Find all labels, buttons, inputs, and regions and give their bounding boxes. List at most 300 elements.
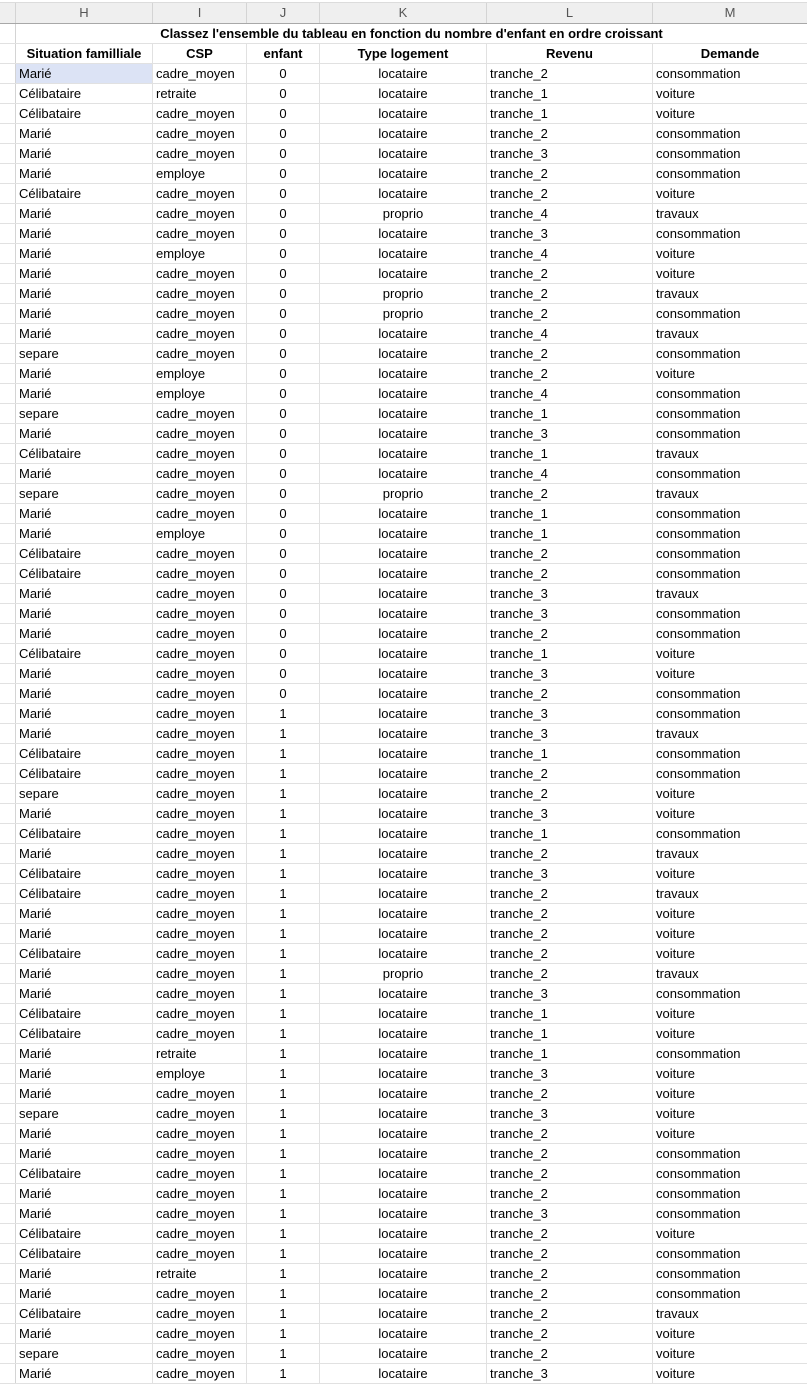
cell-type-logement[interactable]: locataire <box>320 884 487 903</box>
cell-csp[interactable]: cadre_moyen <box>153 404 247 423</box>
cell-revenu[interactable]: tranche_4 <box>487 384 653 403</box>
cell-enfant[interactable]: 0 <box>247 684 320 703</box>
cell-revenu[interactable]: tranche_1 <box>487 1024 653 1043</box>
cell-type-logement[interactable]: locataire <box>320 1144 487 1163</box>
cell-enfant[interactable]: 1 <box>247 1304 320 1323</box>
cell-type-logement[interactable]: locataire <box>320 464 487 483</box>
cell-enfant[interactable]: 1 <box>247 744 320 763</box>
cell-type-logement[interactable]: locataire <box>320 1104 487 1123</box>
cell-situation-familliale[interactable]: Marié <box>16 604 153 623</box>
cell-revenu[interactable]: tranche_4 <box>487 324 653 343</box>
header-enfant[interactable]: enfant <box>247 44 320 63</box>
cell-revenu[interactable]: tranche_2 <box>487 1164 653 1183</box>
cell-situation-familliale[interactable]: Célibataire <box>16 564 153 583</box>
cell-enfant[interactable]: 0 <box>247 444 320 463</box>
cell-csp[interactable]: cadre_moyen <box>153 344 247 363</box>
cell-revenu[interactable]: tranche_2 <box>487 484 653 503</box>
cell-demande[interactable]: consommation <box>656 1186 741 1201</box>
cell-enfant[interactable]: 1 <box>247 724 320 743</box>
cell-type-logement[interactable]: locataire <box>320 664 487 683</box>
cell-csp[interactable]: cadre_moyen <box>153 484 247 503</box>
cell-enfant[interactable]: 0 <box>247 544 320 563</box>
cell-situation-familliale[interactable]: Célibataire <box>16 864 153 883</box>
cell-demande[interactable]: consommation <box>656 126 741 141</box>
cell-demande[interactable]: voiture <box>656 1346 696 1361</box>
cell-demande[interactable]: voiture <box>656 1006 696 1021</box>
cell-situation-familliale[interactable]: Célibataire <box>16 1004 153 1023</box>
cell-revenu[interactable]: tranche_2 <box>487 364 653 383</box>
cell-revenu[interactable]: tranche_1 <box>487 444 653 463</box>
cell-demande[interactable]: consommation <box>656 466 741 481</box>
cell-enfant[interactable]: 1 <box>247 884 320 903</box>
cell-situation-familliale[interactable]: Marié <box>16 1284 153 1303</box>
cell-enfant[interactable]: 1 <box>247 1224 320 1243</box>
cell-demande[interactable]: consommation <box>656 406 741 421</box>
cell-enfant[interactable]: 0 <box>247 184 320 203</box>
cell-type-logement[interactable]: locataire <box>320 1024 487 1043</box>
cell-demande[interactable]: consommation <box>656 1046 741 1061</box>
cell-situation-familliale[interactable]: Marié <box>16 504 153 523</box>
cell-demande[interactable]: voiture <box>656 1106 696 1121</box>
cell-type-logement[interactable]: locataire <box>320 684 487 703</box>
cell-situation-familliale[interactable]: Marié <box>16 664 153 683</box>
cell-enfant[interactable]: 0 <box>247 244 320 263</box>
cell-revenu[interactable]: tranche_2 <box>487 564 653 583</box>
cell-situation-familliale[interactable]: Marié <box>16 684 153 703</box>
cell-type-logement[interactable]: locataire <box>320 1164 487 1183</box>
cell-revenu[interactable]: tranche_2 <box>487 264 653 283</box>
cell-enfant[interactable]: 1 <box>247 924 320 943</box>
cell-revenu[interactable]: tranche_3 <box>487 664 653 683</box>
cell-demande[interactable]: voiture <box>656 1066 696 1081</box>
cell-revenu[interactable]: tranche_3 <box>487 144 653 163</box>
cell-type-logement[interactable]: locataire <box>320 324 487 343</box>
cell-demande[interactable]: voiture <box>656 806 696 821</box>
cell-csp[interactable]: cadre_moyen <box>153 744 247 763</box>
cell-enfant[interactable]: 1 <box>247 964 320 983</box>
cell-enfant[interactable]: 1 <box>247 1064 320 1083</box>
cell-revenu[interactable]: tranche_3 <box>487 1064 653 1083</box>
cell-demande[interactable]: consommation <box>656 1206 741 1221</box>
cell-type-logement[interactable]: locataire <box>320 824 487 843</box>
cell-csp[interactable]: cadre_moyen <box>153 884 247 903</box>
cell-type-logement[interactable]: locataire <box>320 1224 487 1243</box>
cell-demande[interactable]: voiture <box>656 186 696 201</box>
cell-csp[interactable]: cadre_moyen <box>153 64 247 83</box>
cell-enfant[interactable]: 0 <box>247 204 320 223</box>
cell-enfant[interactable]: 0 <box>247 104 320 123</box>
cell-type-logement[interactable]: proprio <box>320 484 487 503</box>
cell-situation-familliale[interactable]: Marié <box>16 284 153 303</box>
cell-enfant[interactable]: 1 <box>247 1124 320 1143</box>
cell-csp[interactable]: employe <box>153 244 247 263</box>
cell-enfant[interactable]: 1 <box>247 904 320 923</box>
cell-type-logement[interactable]: locataire <box>320 1064 487 1083</box>
cell-csp[interactable]: cadre_moyen <box>153 844 247 863</box>
cell-enfant[interactable]: 1 <box>247 1024 320 1043</box>
cell-enfant[interactable]: 0 <box>247 424 320 443</box>
cell-type-logement[interactable]: locataire <box>320 244 487 263</box>
cell-enfant[interactable]: 1 <box>247 844 320 863</box>
cell-csp[interactable]: employe <box>153 164 247 183</box>
cell-enfant[interactable]: 1 <box>247 1364 320 1383</box>
cell-revenu[interactable]: tranche_2 <box>487 784 653 803</box>
cell-csp[interactable]: cadre_moyen <box>153 544 247 563</box>
cell-enfant[interactable]: 1 <box>247 1104 320 1123</box>
cell-csp[interactable]: cadre_moyen <box>153 1324 247 1343</box>
cell-situation-familliale[interactable]: Célibataire <box>16 104 153 123</box>
cell-type-logement[interactable]: locataire <box>320 164 487 183</box>
cell-demande[interactable]: travaux <box>656 446 699 461</box>
cell-situation-familliale[interactable]: Marié <box>16 1204 153 1223</box>
column-header-k[interactable]: K <box>320 3 487 23</box>
cell-enfant[interactable]: 0 <box>247 584 320 603</box>
select-all-corner[interactable] <box>0 3 16 23</box>
cell-revenu[interactable]: tranche_4 <box>487 464 653 483</box>
cell-enfant[interactable]: 0 <box>247 264 320 283</box>
cell-revenu[interactable]: tranche_2 <box>487 544 653 563</box>
cell-type-logement[interactable]: locataire <box>320 724 487 743</box>
cell-enfant[interactable]: 0 <box>247 84 320 103</box>
cell-type-logement[interactable]: locataire <box>320 384 487 403</box>
cell-revenu[interactable]: tranche_2 <box>487 124 653 143</box>
cell-situation-familliale[interactable]: Marié <box>16 804 153 823</box>
cell-demande[interactable]: consommation <box>656 426 741 441</box>
cell-situation-familliale[interactable]: Célibataire <box>16 744 153 763</box>
cell-revenu[interactable]: tranche_2 <box>487 1284 653 1303</box>
cell-enfant[interactable]: 1 <box>247 1344 320 1363</box>
cell-situation-familliale[interactable]: Marié <box>16 424 153 443</box>
cell-csp[interactable]: cadre_moyen <box>153 924 247 943</box>
cell-type-logement[interactable]: locataire <box>320 1324 487 1343</box>
header-demande[interactable]: Demande <box>700 46 760 61</box>
cell-csp[interactable]: cadre_moyen <box>153 584 247 603</box>
cell-csp[interactable]: cadre_moyen <box>153 1224 247 1243</box>
cell-type-logement[interactable]: locataire <box>320 804 487 823</box>
cell-enfant[interactable]: 0 <box>247 384 320 403</box>
cell-enfant[interactable]: 1 <box>247 1204 320 1223</box>
header-situation-familliale[interactable]: Situation familliale <box>16 44 153 63</box>
cell-enfant[interactable]: 1 <box>247 1284 320 1303</box>
cell-type-logement[interactable]: locataire <box>320 264 487 283</box>
cell-csp[interactable]: cadre_moyen <box>153 1004 247 1023</box>
cell-enfant[interactable]: 1 <box>247 784 320 803</box>
cell-demande[interactable]: voiture <box>656 246 696 261</box>
cell-revenu[interactable]: tranche_2 <box>487 924 653 943</box>
cell-demande[interactable]: voiture <box>656 1226 696 1241</box>
cell-type-logement[interactable]: locataire <box>320 764 487 783</box>
cell-csp[interactable]: retraite <box>153 1264 247 1283</box>
cell-situation-familliale[interactable]: Célibataire <box>16 184 153 203</box>
cell-enfant[interactable]: 0 <box>247 404 320 423</box>
cell-situation-familliale[interactable]: Marié <box>16 1264 153 1283</box>
cell-csp[interactable]: cadre_moyen <box>153 764 247 783</box>
cell-situation-familliale[interactable]: Célibataire <box>16 1304 153 1323</box>
cell-revenu[interactable]: tranche_3 <box>487 1104 653 1123</box>
cell-type-logement[interactable]: locataire <box>320 104 487 123</box>
cell-type-logement[interactable]: proprio <box>320 964 487 983</box>
cell-situation-familliale[interactable]: Marié <box>16 1064 153 1083</box>
cell-revenu[interactable]: tranche_1 <box>487 824 653 843</box>
cell-revenu[interactable]: tranche_1 <box>487 504 653 523</box>
cell-revenu[interactable]: tranche_2 <box>487 1084 653 1103</box>
cell-demande[interactable]: voiture <box>656 866 696 881</box>
cell-type-logement[interactable]: locataire <box>320 1204 487 1223</box>
cell-situation-familliale[interactable]: Marié <box>16 1184 153 1203</box>
cell-situation-familliale[interactable]: Marié <box>16 1044 153 1063</box>
cell-type-logement[interactable]: locataire <box>320 1124 487 1143</box>
cell-revenu[interactable]: tranche_1 <box>487 1004 653 1023</box>
cell-type-logement[interactable]: locataire <box>320 944 487 963</box>
cell-revenu[interactable]: tranche_2 <box>487 904 653 923</box>
cell-type-logement[interactable]: locataire <box>320 404 487 423</box>
cell-demande[interactable]: voiture <box>656 1026 696 1041</box>
cell-demande[interactable]: voiture <box>656 946 696 961</box>
cell-type-logement[interactable]: locataire <box>320 904 487 923</box>
cell-revenu[interactable]: tranche_2 <box>487 1244 653 1263</box>
cell-enfant[interactable]: 0 <box>247 564 320 583</box>
cell-demande[interactable]: consommation <box>656 706 741 721</box>
cell-situation-familliale[interactable]: Marié <box>16 1364 153 1383</box>
cell-csp[interactable]: employe <box>153 524 247 543</box>
cell-situation-familliale[interactable]: Célibataire <box>16 764 153 783</box>
cell-type-logement[interactable]: locataire <box>320 1284 487 1303</box>
cell-situation-familliale[interactable]: Marié <box>16 584 153 603</box>
cell-csp[interactable]: cadre_moyen <box>153 464 247 483</box>
cell-situation-familliale[interactable]: Marié <box>16 464 153 483</box>
cell-revenu[interactable]: tranche_2 <box>487 284 653 303</box>
cell-demande[interactable]: voiture <box>656 786 696 801</box>
cell-enfant[interactable]: 0 <box>247 144 320 163</box>
cell-csp[interactable]: cadre_moyen <box>153 204 247 223</box>
cell-revenu[interactable]: tranche_2 <box>487 884 653 903</box>
cell-situation-familliale[interactable]: Marié <box>16 924 153 943</box>
cell-type-logement[interactable]: locataire <box>320 84 487 103</box>
cell-type-logement[interactable]: locataire <box>320 544 487 563</box>
cell-demande[interactable]: voiture <box>656 86 696 101</box>
cell-csp[interactable]: cadre_moyen <box>153 1144 247 1163</box>
cell-csp[interactable]: cadre_moyen <box>153 904 247 923</box>
column-header-j[interactable]: J <box>247 3 320 23</box>
cell-situation-familliale[interactable]: Célibataire <box>16 944 153 963</box>
cell-type-logement[interactable]: locataire <box>320 344 487 363</box>
cell-enfant[interactable]: 1 <box>247 1044 320 1063</box>
cell-csp[interactable]: retraite <box>153 1044 247 1063</box>
cell-enfant[interactable]: 0 <box>247 484 320 503</box>
cell-type-logement[interactable]: locataire <box>320 1004 487 1023</box>
cell-type-logement[interactable]: locataire <box>320 424 487 443</box>
cell-demande[interactable]: consommation <box>656 226 741 241</box>
cell-csp[interactable]: cadre_moyen <box>153 1364 247 1383</box>
cell-csp[interactable]: cadre_moyen <box>153 264 247 283</box>
cell-demande[interactable]: voiture <box>656 926 696 941</box>
cell-revenu[interactable]: tranche_2 <box>487 1304 653 1323</box>
cell-enfant[interactable]: 1 <box>247 1084 320 1103</box>
cell-csp[interactable]: cadre_moyen <box>153 1284 247 1303</box>
cell-enfant[interactable]: 1 <box>247 704 320 723</box>
cell-revenu[interactable]: tranche_1 <box>487 524 653 543</box>
cell-situation-familliale[interactable]: Célibataire <box>16 824 153 843</box>
cell-demande[interactable]: consommation <box>656 1286 741 1301</box>
cell-enfant[interactable]: 0 <box>247 644 320 663</box>
cell-demande[interactable]: consommation <box>656 1266 741 1281</box>
cell-demande[interactable]: consommation <box>656 1246 741 1261</box>
cell-revenu[interactable]: tranche_1 <box>487 644 653 663</box>
cell-revenu[interactable]: tranche_3 <box>487 984 653 1003</box>
cell-csp[interactable]: cadre_moyen <box>153 124 247 143</box>
cell-revenu[interactable]: tranche_3 <box>487 1204 653 1223</box>
cell-demande[interactable]: consommation <box>656 546 741 561</box>
cell-situation-familliale[interactable]: Marié <box>16 1144 153 1163</box>
cell-situation-familliale[interactable]: Marié <box>16 324 153 343</box>
cell-enfant[interactable]: 0 <box>247 464 320 483</box>
cell-enfant[interactable]: 1 <box>247 864 320 883</box>
cell-demande[interactable]: consommation <box>656 766 741 781</box>
cell-type-logement[interactable]: proprio <box>320 204 487 223</box>
cell-demande[interactable]: consommation <box>656 826 741 841</box>
cell-csp[interactable]: employe <box>153 1064 247 1083</box>
cell-enfant[interactable]: 1 <box>247 984 320 1003</box>
column-header-i[interactable]: I <box>153 3 247 23</box>
cell-type-logement[interactable]: locataire <box>320 644 487 663</box>
cell-situation-familliale[interactable]: Célibataire <box>16 544 153 563</box>
cell-demande[interactable]: travaux <box>656 206 699 221</box>
cell-demande[interactable]: consommation <box>656 566 741 581</box>
cell-csp[interactable]: cadre_moyen <box>153 984 247 1003</box>
cell-type-logement[interactable]: locataire <box>320 364 487 383</box>
cell-csp[interactable]: cadre_moyen <box>153 1204 247 1223</box>
cell-type-logement[interactable]: locataire <box>320 704 487 723</box>
cell-enfant[interactable]: 1 <box>247 1184 320 1203</box>
cell-situation-familliale[interactable]: Marié <box>16 64 153 83</box>
cell-revenu[interactable]: tranche_2 <box>487 1224 653 1243</box>
cell-type-logement[interactable]: locataire <box>320 444 487 463</box>
cell-situation-familliale[interactable]: Marié <box>16 164 153 183</box>
cell-csp[interactable]: cadre_moyen <box>153 304 247 323</box>
cell-revenu[interactable]: tranche_2 <box>487 944 653 963</box>
column-header-h[interactable]: H <box>16 3 153 23</box>
cell-csp[interactable]: cadre_moyen <box>153 644 247 663</box>
cell-enfant[interactable]: 0 <box>247 664 320 683</box>
cell-situation-familliale[interactable]: Marié <box>16 704 153 723</box>
cell-type-logement[interactable]: proprio <box>320 284 487 303</box>
cell-revenu[interactable]: tranche_3 <box>487 224 653 243</box>
cell-type-logement[interactable]: locataire <box>320 984 487 1003</box>
cell-situation-familliale[interactable]: Célibataire <box>16 84 153 103</box>
cell-revenu[interactable]: tranche_3 <box>487 804 653 823</box>
cell-csp[interactable]: retraite <box>153 84 247 103</box>
cell-situation-familliale[interactable]: Marié <box>16 984 153 1003</box>
cell-csp[interactable]: cadre_moyen <box>153 504 247 523</box>
cell-demande[interactable]: consommation <box>656 346 741 361</box>
cell-type-logement[interactable]: locataire <box>320 584 487 603</box>
cell-csp[interactable]: cadre_moyen <box>153 1344 247 1363</box>
cell-type-logement[interactable]: locataire <box>320 1084 487 1103</box>
cell-demande[interactable]: travaux <box>656 966 699 981</box>
cell-demande[interactable]: travaux <box>656 1306 699 1321</box>
cell-csp[interactable]: cadre_moyen <box>153 1304 247 1323</box>
cell-csp[interactable]: employe <box>153 364 247 383</box>
cell-demande[interactable]: consommation <box>656 166 741 181</box>
cell-revenu[interactable]: tranche_2 <box>487 64 653 83</box>
cell-type-logement[interactable]: locataire <box>320 624 487 643</box>
cell-revenu[interactable]: tranche_2 <box>487 624 653 643</box>
cell-type-logement[interactable]: locataire <box>320 1264 487 1283</box>
cell-situation-familliale[interactable]: Célibataire <box>16 444 153 463</box>
cell-revenu[interactable]: tranche_2 <box>487 964 653 983</box>
cell-csp[interactable]: cadre_moyen <box>153 1124 247 1143</box>
cell-revenu[interactable]: tranche_3 <box>487 864 653 883</box>
cell-revenu[interactable]: tranche_2 <box>487 844 653 863</box>
cell-enfant[interactable]: 1 <box>247 1244 320 1263</box>
cell-enfant[interactable]: 0 <box>247 344 320 363</box>
cell-demande[interactable]: consommation <box>656 386 741 401</box>
cell-revenu[interactable]: tranche_1 <box>487 744 653 763</box>
cell-demande[interactable]: voiture <box>656 1326 696 1341</box>
cell-situation-familliale[interactable]: Marié <box>16 1324 153 1343</box>
cell-csp[interactable]: cadre_moyen <box>153 664 247 683</box>
cell-type-logement[interactable]: locataire <box>320 64 487 83</box>
cell-enfant[interactable]: 1 <box>247 764 320 783</box>
cell-enfant[interactable]: 0 <box>247 284 320 303</box>
cell-enfant[interactable]: 1 <box>247 1004 320 1023</box>
cell-csp[interactable]: cadre_moyen <box>153 1244 247 1263</box>
cell-demande[interactable]: travaux <box>656 486 699 501</box>
cell-type-logement[interactable]: locataire <box>320 924 487 943</box>
cell-type-logement[interactable]: locataire <box>320 864 487 883</box>
cell-demande[interactable]: consommation <box>656 66 741 81</box>
cell-enfant[interactable]: 0 <box>247 164 320 183</box>
cell-csp[interactable]: cadre_moyen <box>153 1084 247 1103</box>
cell-demande[interactable]: voiture <box>656 266 696 281</box>
cell-enfant[interactable]: 1 <box>247 804 320 823</box>
cell-revenu[interactable]: tranche_2 <box>487 1324 653 1343</box>
cell-demande[interactable]: travaux <box>656 846 699 861</box>
cell-type-logement[interactable]: locataire <box>320 184 487 203</box>
cell-enfant[interactable]: 1 <box>247 1144 320 1163</box>
cell-enfant[interactable]: 0 <box>247 364 320 383</box>
cell-situation-familliale[interactable]: Célibataire <box>16 1164 153 1183</box>
cell-revenu[interactable]: tranche_3 <box>487 424 653 443</box>
cell-csp[interactable]: cadre_moyen <box>153 964 247 983</box>
cell-type-logement[interactable]: locataire <box>320 224 487 243</box>
cell-demande[interactable]: consommation <box>656 306 741 321</box>
cell-situation-familliale[interactable]: Marié <box>16 384 153 403</box>
cell-revenu[interactable]: tranche_3 <box>487 1364 653 1383</box>
cell-demande[interactable]: voiture <box>656 366 696 381</box>
cell-situation-familliale[interactable]: Marié <box>16 124 153 143</box>
cell-revenu[interactable]: tranche_2 <box>487 1344 653 1363</box>
cell-type-logement[interactable]: locataire <box>320 144 487 163</box>
cell-demande[interactable]: travaux <box>656 326 699 341</box>
cell-situation-familliale[interactable]: separe <box>16 404 153 423</box>
cell-type-logement[interactable]: locataire <box>320 604 487 623</box>
column-header-l[interactable]: L <box>487 3 653 23</box>
cell-enfant[interactable]: 1 <box>247 944 320 963</box>
header-revenu[interactable]: Revenu <box>487 44 653 63</box>
cell-enfant[interactable]: 0 <box>247 304 320 323</box>
cell-situation-familliale[interactable]: Marié <box>16 224 153 243</box>
cell-type-logement[interactable]: locataire <box>320 524 487 543</box>
cell-demande[interactable]: travaux <box>656 586 699 601</box>
cell-situation-familliale[interactable]: Marié <box>16 204 153 223</box>
header-csp[interactable]: CSP <box>153 44 247 63</box>
cell-type-logement[interactable]: locataire <box>320 1244 487 1263</box>
cell-csp[interactable]: cadre_moyen <box>153 184 247 203</box>
cell-revenu[interactable]: tranche_2 <box>487 184 653 203</box>
cell-revenu[interactable]: tranche_1 <box>487 404 653 423</box>
cell-csp[interactable]: cadre_moyen <box>153 324 247 343</box>
